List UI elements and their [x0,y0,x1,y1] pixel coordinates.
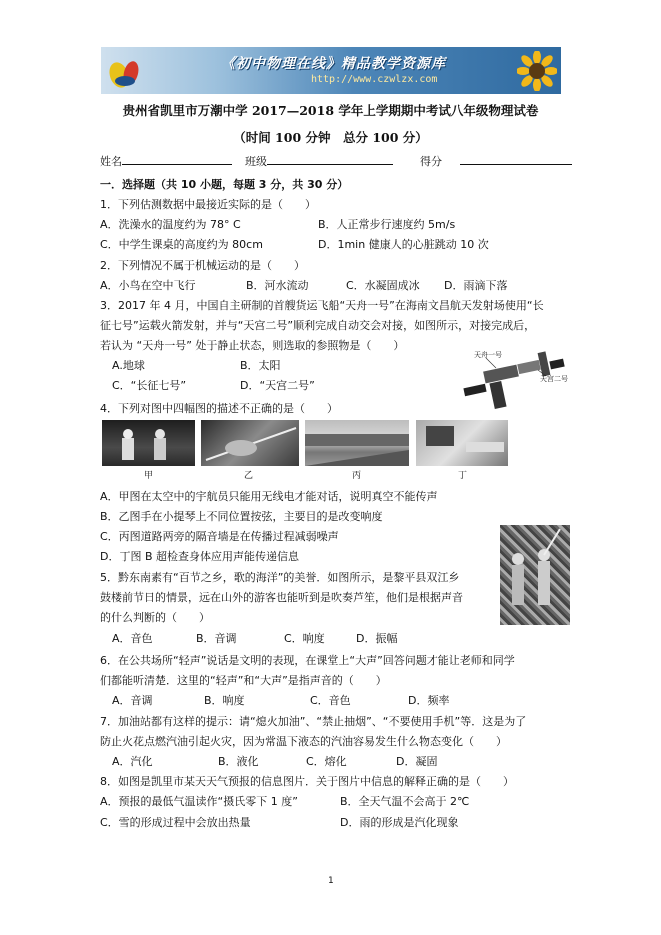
logo-icon [105,51,145,91]
caption-bing: 丙 [352,471,362,481]
caption-ding: 丁 [458,471,468,481]
q5-option-a: A．音色 [112,632,153,645]
q2-option-c: C．水凝固成冰 [346,279,420,292]
caption-jia: 甲 [144,471,154,481]
sunflower-icon [517,51,557,91]
q6-option-a: A．音调 [112,694,153,707]
exam-subtitle: （时间 100 分钟 总分 100 分） [233,130,428,145]
page-number: 1 [328,876,334,886]
banner-url: http://www.czwlzx.com [311,74,438,85]
q1-option-b: B．人正常步行速度约 5m/s [318,218,456,231]
q3-option-a: A.地球 [112,359,145,372]
q7-option-b: B．液化 [218,755,259,768]
name-label: 姓名 [100,155,122,168]
q8-stem: 8．如图是凯里市某天天气预报的信息图片．关于图片中信息的解释正确的是（ ） [100,775,514,788]
photo-yi-violin [201,420,299,466]
q4-option-a: A．甲图在太空中的宇航员只能用无线电才能对话，说明真空不能传声 [100,490,438,503]
q1-option-a: A．洗澡水的温度约为 78° C [100,218,241,231]
q4-option-b: B．乙图手在小提琴上不同位置按弦，主要目的是改变响度 [100,510,383,523]
q8-option-a: A．预报的最低气温读作“摄氏零下 1 度” [100,795,298,808]
q4-option-c: C．丙图道路两旁的隔音墙是在传播过程减弱噪声 [100,530,339,543]
score-label: 得分 [420,155,442,168]
q3-line1: 3．2017 年 4 月，中国自主研制的首艘货运飞船“天舟一号”在海南文昌航天发射场使用“长 [100,299,544,312]
q5-line2: 鼓楼前节日的情景，远在山外的游客也能听到是吹奏芦笙，他们是根据声音 [100,591,463,604]
q7-option-a: A．汽化 [112,755,153,768]
q3-option-c: C．“长征七号” [112,379,187,392]
q5-option-b: B．音调 [196,632,237,645]
class-label: 班级 [245,155,267,168]
fig-label-tianzhou: 天舟一号 [474,351,502,359]
q2-stem: 2．下列情况不属于机械运动的是（ ） [100,259,305,272]
class-field[interactable] [267,153,393,165]
road-barrier-icon [305,420,409,466]
fig-label-tiangong: 天宫二号 [540,375,568,383]
photo-lusheng-festival [500,525,570,625]
q6-option-b: B．响度 [204,694,245,707]
banner-title: 《初中物理在线》精品教学资源库 [221,56,446,72]
q7-option-c: C．熔化 [306,755,347,768]
q8-option-b: B．全天气温不会高于 2℃ [340,795,470,808]
people-icon [500,525,570,625]
q7-line2: 防止火花点燃汽油引起火灾，因为常温下液态的汽油容易发生什么物态变化（ ） [100,735,507,748]
q8-option-c: C．雪的形成过程中会放出热量 [100,816,251,829]
score-field[interactable] [460,153,572,165]
q1-option-c: C．中学生课桌的高度约为 80cm [100,238,263,251]
header-banner [101,47,561,94]
q4-stem: 4．下列对图中四幅图的描述不正确的是（ ） [100,402,338,415]
violin-icon [201,420,299,466]
q3-option-b: B．太阳 [240,359,281,372]
q5-option-d: D．振幅 [356,632,398,645]
q4-option-d: D．丁图 B 超检查身体应用声能传递信息 [100,550,300,563]
q2-option-b: B．河水流动 [246,279,309,292]
caption-yi: 乙 [244,471,254,481]
q5-option-c: C．响度 [284,632,325,645]
q1-option-d: D．1min 健康人的心脏跳动 10 次 [318,238,489,251]
astronaut-icon [102,420,195,466]
q3-option-d: D．“天宫二号” [240,379,315,392]
q6-line1: 6．在公共场所“轻声”说话是文明的表现，在课堂上“大声”回答问题才能让老师和同学 [100,654,515,667]
section-heading: 一．选择题（共 10 小题，每题 3 分，共 30 分） [100,178,349,191]
q6-option-c: C．音色 [310,694,351,707]
q6-line2: 们都能听清楚．这里的“轻声”和“大声”是指声音的（ ） [100,674,387,687]
q1-stem: 1．下列估测数据中最接近实际的是（ ） [100,198,316,211]
ultrasound-icon [416,420,508,466]
q5-line3: 的什么判断的（ ） [100,611,210,624]
q2-option-d: D．雨滴下落 [444,279,508,292]
q8-option-d: D．雨的形成是汽化现象 [340,816,459,829]
photo-jia-astronauts [102,420,195,466]
photo-ding-b-ultrasound [416,420,508,466]
exam-title: 贵州省凯里市万潮中学 2017—2018 学年上学期期中考试八年级物理试卷 [122,103,539,118]
q6-option-d: D．频率 [408,694,450,707]
student-info-line [100,153,572,169]
q3-line3: 若认为 “天舟一号” 处于静止状态，则选取的参照物是（ ） [100,339,405,352]
name-field[interactable] [122,153,232,165]
q5-line1: 5．黔东南素有“百节之乡，歌的海洋”的美誉．如图所示，是黎平县双江乡 [100,571,460,584]
docking-figure [462,346,570,410]
q7-line1: 7．加油站都有这样的提示：请“熄火加油”、“禁止抽烟”、“不要使用手机”等．这是为了 [100,715,527,728]
photo-bing-sound-barrier [305,420,409,466]
q7-option-d: D．凝固 [396,755,438,768]
q3-line2: 征七号”运载火箭发射，并与“天宫二号”顺利完成自动交会对接，如图所示，对接完成后， [100,319,536,332]
q2-option-a: A．小鸟在空中飞行 [100,279,196,292]
